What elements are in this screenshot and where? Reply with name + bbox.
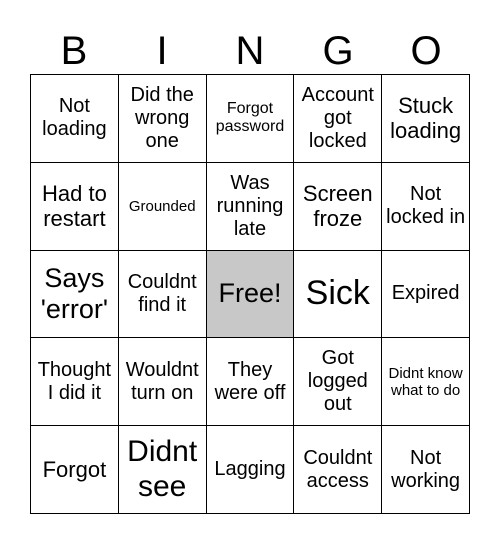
bingo-cell[interactable]: Didnt see [119,426,207,514]
bingo-header [30,28,470,74]
bingo-cell[interactable]: Did the wrong one [119,75,207,163]
bingo-cell[interactable]: Screen froze [294,163,382,251]
bingo-cell[interactable]: Not loading [31,75,119,163]
bingo-cell[interactable]: Couldnt access [294,426,382,514]
header-letter-g: G [322,29,354,73]
bingo-cell[interactable]: Thought I did it [31,338,119,426]
bingo-cell[interactable]: Expired [382,251,470,339]
bingo-cell[interactable]: Account got locked [294,75,382,163]
bingo-board [30,74,470,514]
bingo-cell[interactable]: Was running late [207,163,295,251]
bingo-cell[interactable]: Had to restart [31,163,119,251]
bingo-cell[interactable]: Sick [294,251,382,339]
bingo-cell[interactable]: Stuck loading [382,75,470,163]
bingo-cell[interactable]: Not working [382,426,470,514]
header-letter-b: B [60,29,88,73]
bingo-cell[interactable]: Forgot [31,426,119,514]
bingo-cell[interactable]: Forgot password [207,75,295,163]
header-letter-n: N [235,29,265,73]
bingo-cell[interactable]: Grounded [119,163,207,251]
bingo-cell[interactable]: Couldnt find it [119,251,207,339]
free-space-cell[interactable]: Free! [207,251,295,339]
bingo-cell[interactable]: Wouldnt turn on [119,338,207,426]
bingo-cell[interactable]: Didnt know what to do [382,338,470,426]
bingo-cell[interactable]: Not locked in [382,163,470,251]
header-letter-o: O [410,29,442,73]
bingo-cell[interactable]: Lagging [207,426,295,514]
bingo-cell[interactable]: Says 'error' [31,251,119,339]
bingo-cell[interactable]: They were off [207,338,295,426]
header-letter-i: I [156,29,168,73]
bingo-cell[interactable]: Got logged out [294,338,382,426]
